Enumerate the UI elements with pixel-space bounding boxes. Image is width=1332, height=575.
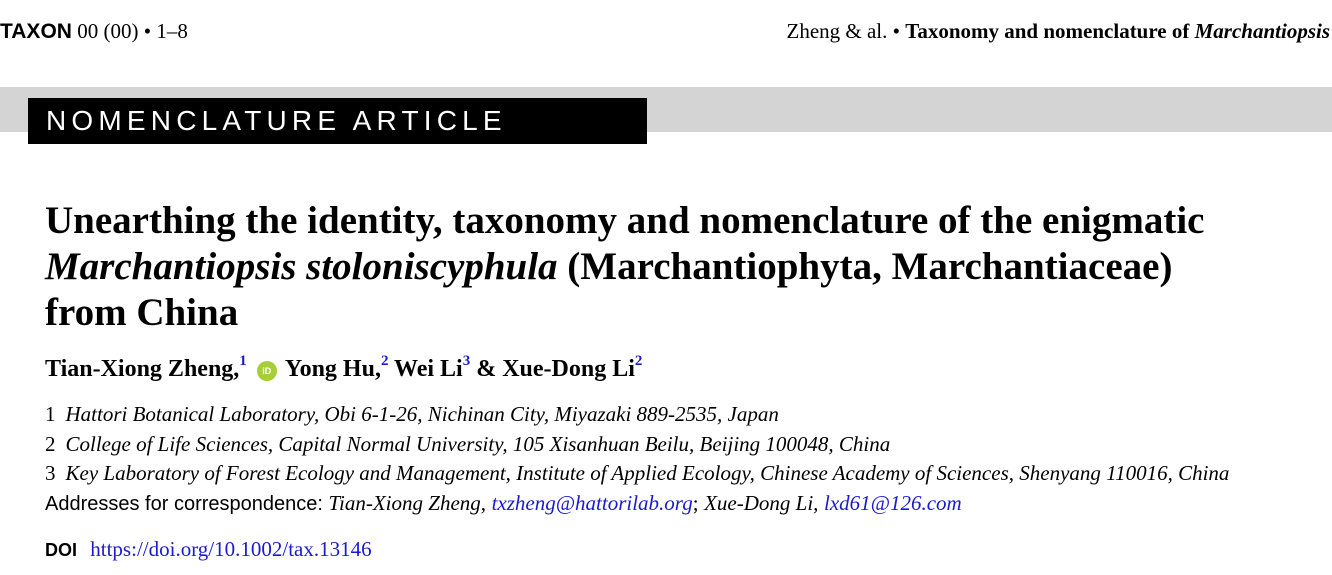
affiliation-number: 3 <box>45 461 56 485</box>
author-name: Tian-Xiong Zheng, <box>45 356 240 382</box>
email-link[interactable]: lxd61@126.com <box>824 490 962 515</box>
affiliations <box>45 400 1332 519</box>
authors-short: Zheng & al. <box>786 19 888 43</box>
page-range: 1–8 <box>156 19 188 43</box>
short-title-taxon: Marchantiopsis <box>1194 19 1330 43</box>
email-link[interactable]: txzheng@hattorilab.org <box>491 490 693 515</box>
correspondence-separator: ; <box>692 490 699 515</box>
author-list <box>45 352 642 386</box>
affiliation-text: Hattori Botanical Laboratory, Obi 6-1-26, Nichinan City, Miyazaki 889-2535, Japan <box>65 402 779 426</box>
affiliation-number: 2 <box>45 431 56 456</box>
article-type-label: NOMENCLATURE ARTICLE <box>28 98 647 144</box>
affiliation-item <box>45 400 1332 430</box>
running-head-bullet: • <box>143 19 152 43</box>
correspondence-label: Addresses for correspondence: <box>45 492 323 515</box>
doi-line <box>45 534 372 565</box>
journal-name: TAXON <box>0 20 72 43</box>
correspondence-name: Xue-Dong Li, <box>704 490 819 515</box>
correspondence <box>45 489 1332 520</box>
running-head-left <box>0 16 188 47</box>
affiliation-text: Key Laboratory of Forest Ecology and Management, Institute of Applied Ecology, Chinese Academy of Sciences, Shenyang 110016, China <box>65 461 1230 485</box>
author-name: & Xue-Dong Li <box>476 356 635 382</box>
affiliation-item <box>45 430 1332 460</box>
affiliation-number: 1 <box>45 402 56 426</box>
title-line-3: from China <box>45 291 239 334</box>
affiliation-item <box>45 459 1332 489</box>
short-title-prefix: Taxonomy and nomenclature of <box>905 19 1190 43</box>
author-affiliation-link[interactable]: 1 <box>239 353 247 369</box>
author-name: Yong Hu, <box>284 356 381 382</box>
title-taxon: Marchantiopsis stoloniscyphula <box>45 245 558 288</box>
affiliation-text: College of Life Sciences, Capital Normal University, 105 Xisanhuan Beilu, Beijing 100048, China <box>65 431 891 456</box>
author-affiliation-link[interactable]: 2 <box>380 353 389 369</box>
author-affiliation-link[interactable]: 2 <box>634 353 643 369</box>
running-head-bullet-right: • <box>892 19 900 43</box>
running-head <box>0 16 1332 46</box>
short-title <box>905 19 1330 43</box>
title-line-1: Unearthing the identity, taxonomy and nomenclature of the enigmatic <box>45 199 1205 242</box>
correspondence-name: Tian-Xiong Zheng, <box>328 490 487 515</box>
journal-issue: 00 (00) <box>77 19 139 43</box>
article-title <box>45 198 1325 336</box>
doi-link[interactable]: https://doi.org/10.1002/tax.13146 <box>90 537 372 561</box>
running-head-right <box>787 16 1331 46</box>
orcid-icon[interactable]: iD <box>257 361 277 381</box>
author-name: Wei Li <box>394 356 463 382</box>
author-affiliation-link[interactable]: 3 <box>462 353 471 369</box>
doi-label: DOI <box>45 540 78 560</box>
title-line-2-rest: (Marchantiophyta, Marchantiaceae) <box>557 245 1173 288</box>
